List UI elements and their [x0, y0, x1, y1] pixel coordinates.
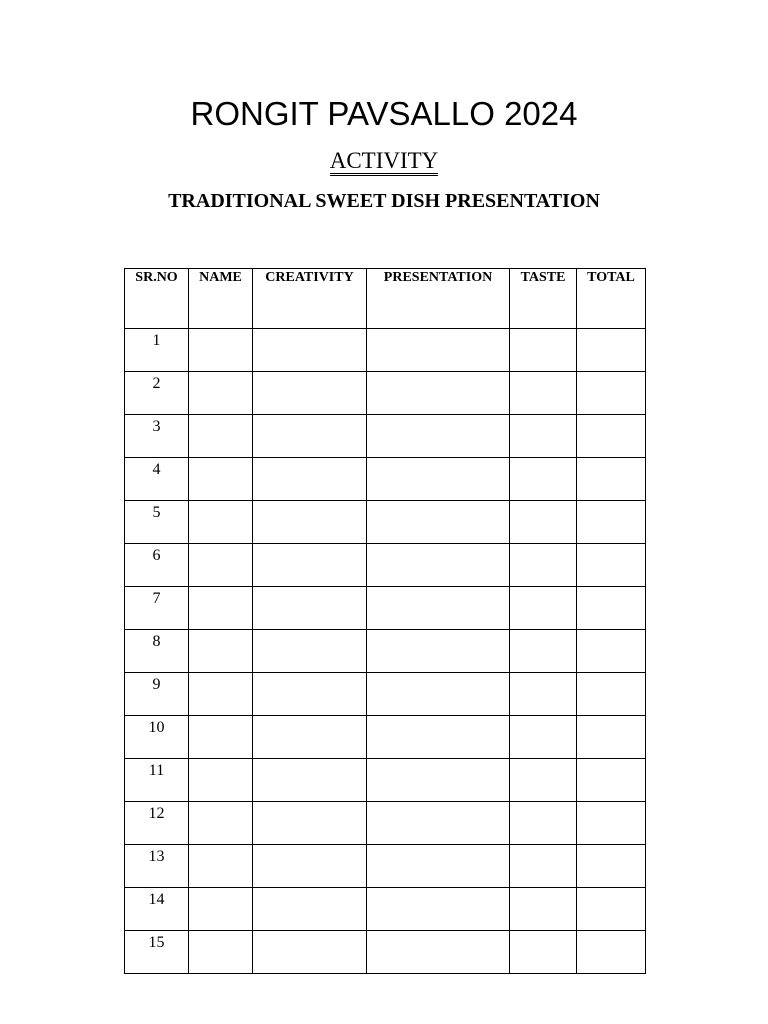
- cell-presentation: [367, 587, 510, 630]
- cell-creativity: [253, 759, 367, 802]
- cell-sr-no: 4: [125, 458, 189, 501]
- activity-heading: [0, 146, 768, 176]
- cell-creativity: [253, 458, 367, 501]
- table-row: [125, 888, 646, 931]
- cell-presentation: [367, 501, 510, 544]
- cell-sr-no: 3: [125, 415, 189, 458]
- cell-presentation: [367, 759, 510, 802]
- cell-total: [577, 716, 646, 759]
- table-row: [125, 501, 646, 544]
- cell-taste: [510, 888, 577, 931]
- cell-creativity: [253, 329, 367, 372]
- cell-sr-no: 7: [125, 587, 189, 630]
- cell-total: [577, 544, 646, 587]
- cell-total: [577, 888, 646, 931]
- table-row: [125, 458, 646, 501]
- cell-taste: [510, 415, 577, 458]
- cell-total: [577, 845, 646, 888]
- cell-name: [189, 931, 253, 974]
- cell-taste: [510, 501, 577, 544]
- cell-total: [577, 329, 646, 372]
- table-row: [125, 673, 646, 716]
- cell-name: [189, 372, 253, 415]
- cell-total: [577, 802, 646, 845]
- table-row: [125, 716, 646, 759]
- cell-creativity: [253, 931, 367, 974]
- cell-name: [189, 630, 253, 673]
- cell-name: [189, 673, 253, 716]
- cell-total: [577, 759, 646, 802]
- cell-sr-no: 10: [125, 716, 189, 759]
- cell-creativity: [253, 716, 367, 759]
- cell-creativity: [253, 587, 367, 630]
- table-row: [125, 372, 646, 415]
- cell-taste: [510, 372, 577, 415]
- cell-total: [577, 501, 646, 544]
- cell-presentation: [367, 845, 510, 888]
- cell-sr-no: 5: [125, 501, 189, 544]
- cell-sr-no: 1: [125, 329, 189, 372]
- table-row: [125, 415, 646, 458]
- cell-presentation: [367, 888, 510, 931]
- header-presentation: PRESENTATION: [367, 269, 510, 329]
- header-name: NAME: [189, 269, 253, 329]
- cell-sr-no: 9: [125, 673, 189, 716]
- cell-creativity: [253, 673, 367, 716]
- cell-taste: [510, 673, 577, 716]
- cell-sr-no: 15: [125, 931, 189, 974]
- cell-presentation: [367, 931, 510, 974]
- cell-presentation: [367, 544, 510, 587]
- cell-total: [577, 587, 646, 630]
- cell-sr-no: 2: [125, 372, 189, 415]
- cell-presentation: [367, 415, 510, 458]
- cell-name: [189, 544, 253, 587]
- header-creativity: CREATIVITY: [253, 269, 367, 329]
- cell-presentation: [367, 673, 510, 716]
- activity-heading-text: ACTIVITY: [330, 150, 439, 176]
- cell-name: [189, 802, 253, 845]
- cell-taste: [510, 630, 577, 673]
- cell-creativity: [253, 630, 367, 673]
- cell-total: [577, 673, 646, 716]
- table-row: [125, 630, 646, 673]
- cell-creativity: [253, 501, 367, 544]
- cell-presentation: [367, 802, 510, 845]
- cell-creativity: [253, 544, 367, 587]
- cell-presentation: [367, 372, 510, 415]
- cell-total: [577, 458, 646, 501]
- cell-name: [189, 587, 253, 630]
- cell-taste: [510, 845, 577, 888]
- cell-name: [189, 845, 253, 888]
- cell-name: [189, 759, 253, 802]
- cell-sr-no: 11: [125, 759, 189, 802]
- cell-presentation: [367, 630, 510, 673]
- table-row: [125, 759, 646, 802]
- cell-name: [189, 458, 253, 501]
- cell-name: [189, 888, 253, 931]
- cell-name: [189, 329, 253, 372]
- cell-presentation: [367, 329, 510, 372]
- cell-sr-no: 12: [125, 802, 189, 845]
- cell-taste: [510, 931, 577, 974]
- cell-taste: [510, 329, 577, 372]
- table-row: [125, 587, 646, 630]
- header-taste: TASTE: [510, 269, 577, 329]
- cell-taste: [510, 587, 577, 630]
- cell-total: [577, 931, 646, 974]
- table-row: [125, 802, 646, 845]
- cell-total: [577, 415, 646, 458]
- cell-sr-no: 13: [125, 845, 189, 888]
- document-title: RONGIT PAVSALLO 2024: [190, 95, 578, 132]
- table-row: [125, 329, 646, 372]
- header-total: TOTAL: [577, 269, 646, 329]
- cell-taste: [510, 759, 577, 802]
- table-header-row: [125, 269, 646, 329]
- cell-sr-no: 6: [125, 544, 189, 587]
- cell-total: [577, 372, 646, 415]
- cell-presentation: [367, 458, 510, 501]
- table-body: [125, 329, 646, 974]
- cell-creativity: [253, 372, 367, 415]
- cell-total: [577, 630, 646, 673]
- cell-creativity: [253, 888, 367, 931]
- cell-sr-no: 14: [125, 888, 189, 931]
- cell-creativity: [253, 415, 367, 458]
- activity-subtitle: TRADITIONAL SWEET DISH PRESENTATION: [168, 190, 600, 212]
- cell-creativity: [253, 802, 367, 845]
- header-sr-no: SR.NO: [125, 269, 189, 329]
- cell-presentation: [367, 716, 510, 759]
- table-row: [125, 845, 646, 888]
- cell-name: [189, 415, 253, 458]
- table-row: [125, 931, 646, 974]
- cell-name: [189, 716, 253, 759]
- cell-taste: [510, 544, 577, 587]
- cell-sr-no: 8: [125, 630, 189, 673]
- cell-creativity: [253, 845, 367, 888]
- cell-name: [189, 501, 253, 544]
- cell-taste: [510, 458, 577, 501]
- score-sheet-table: [124, 268, 646, 974]
- cell-taste: [510, 716, 577, 759]
- cell-taste: [510, 802, 577, 845]
- table-row: [125, 544, 646, 587]
